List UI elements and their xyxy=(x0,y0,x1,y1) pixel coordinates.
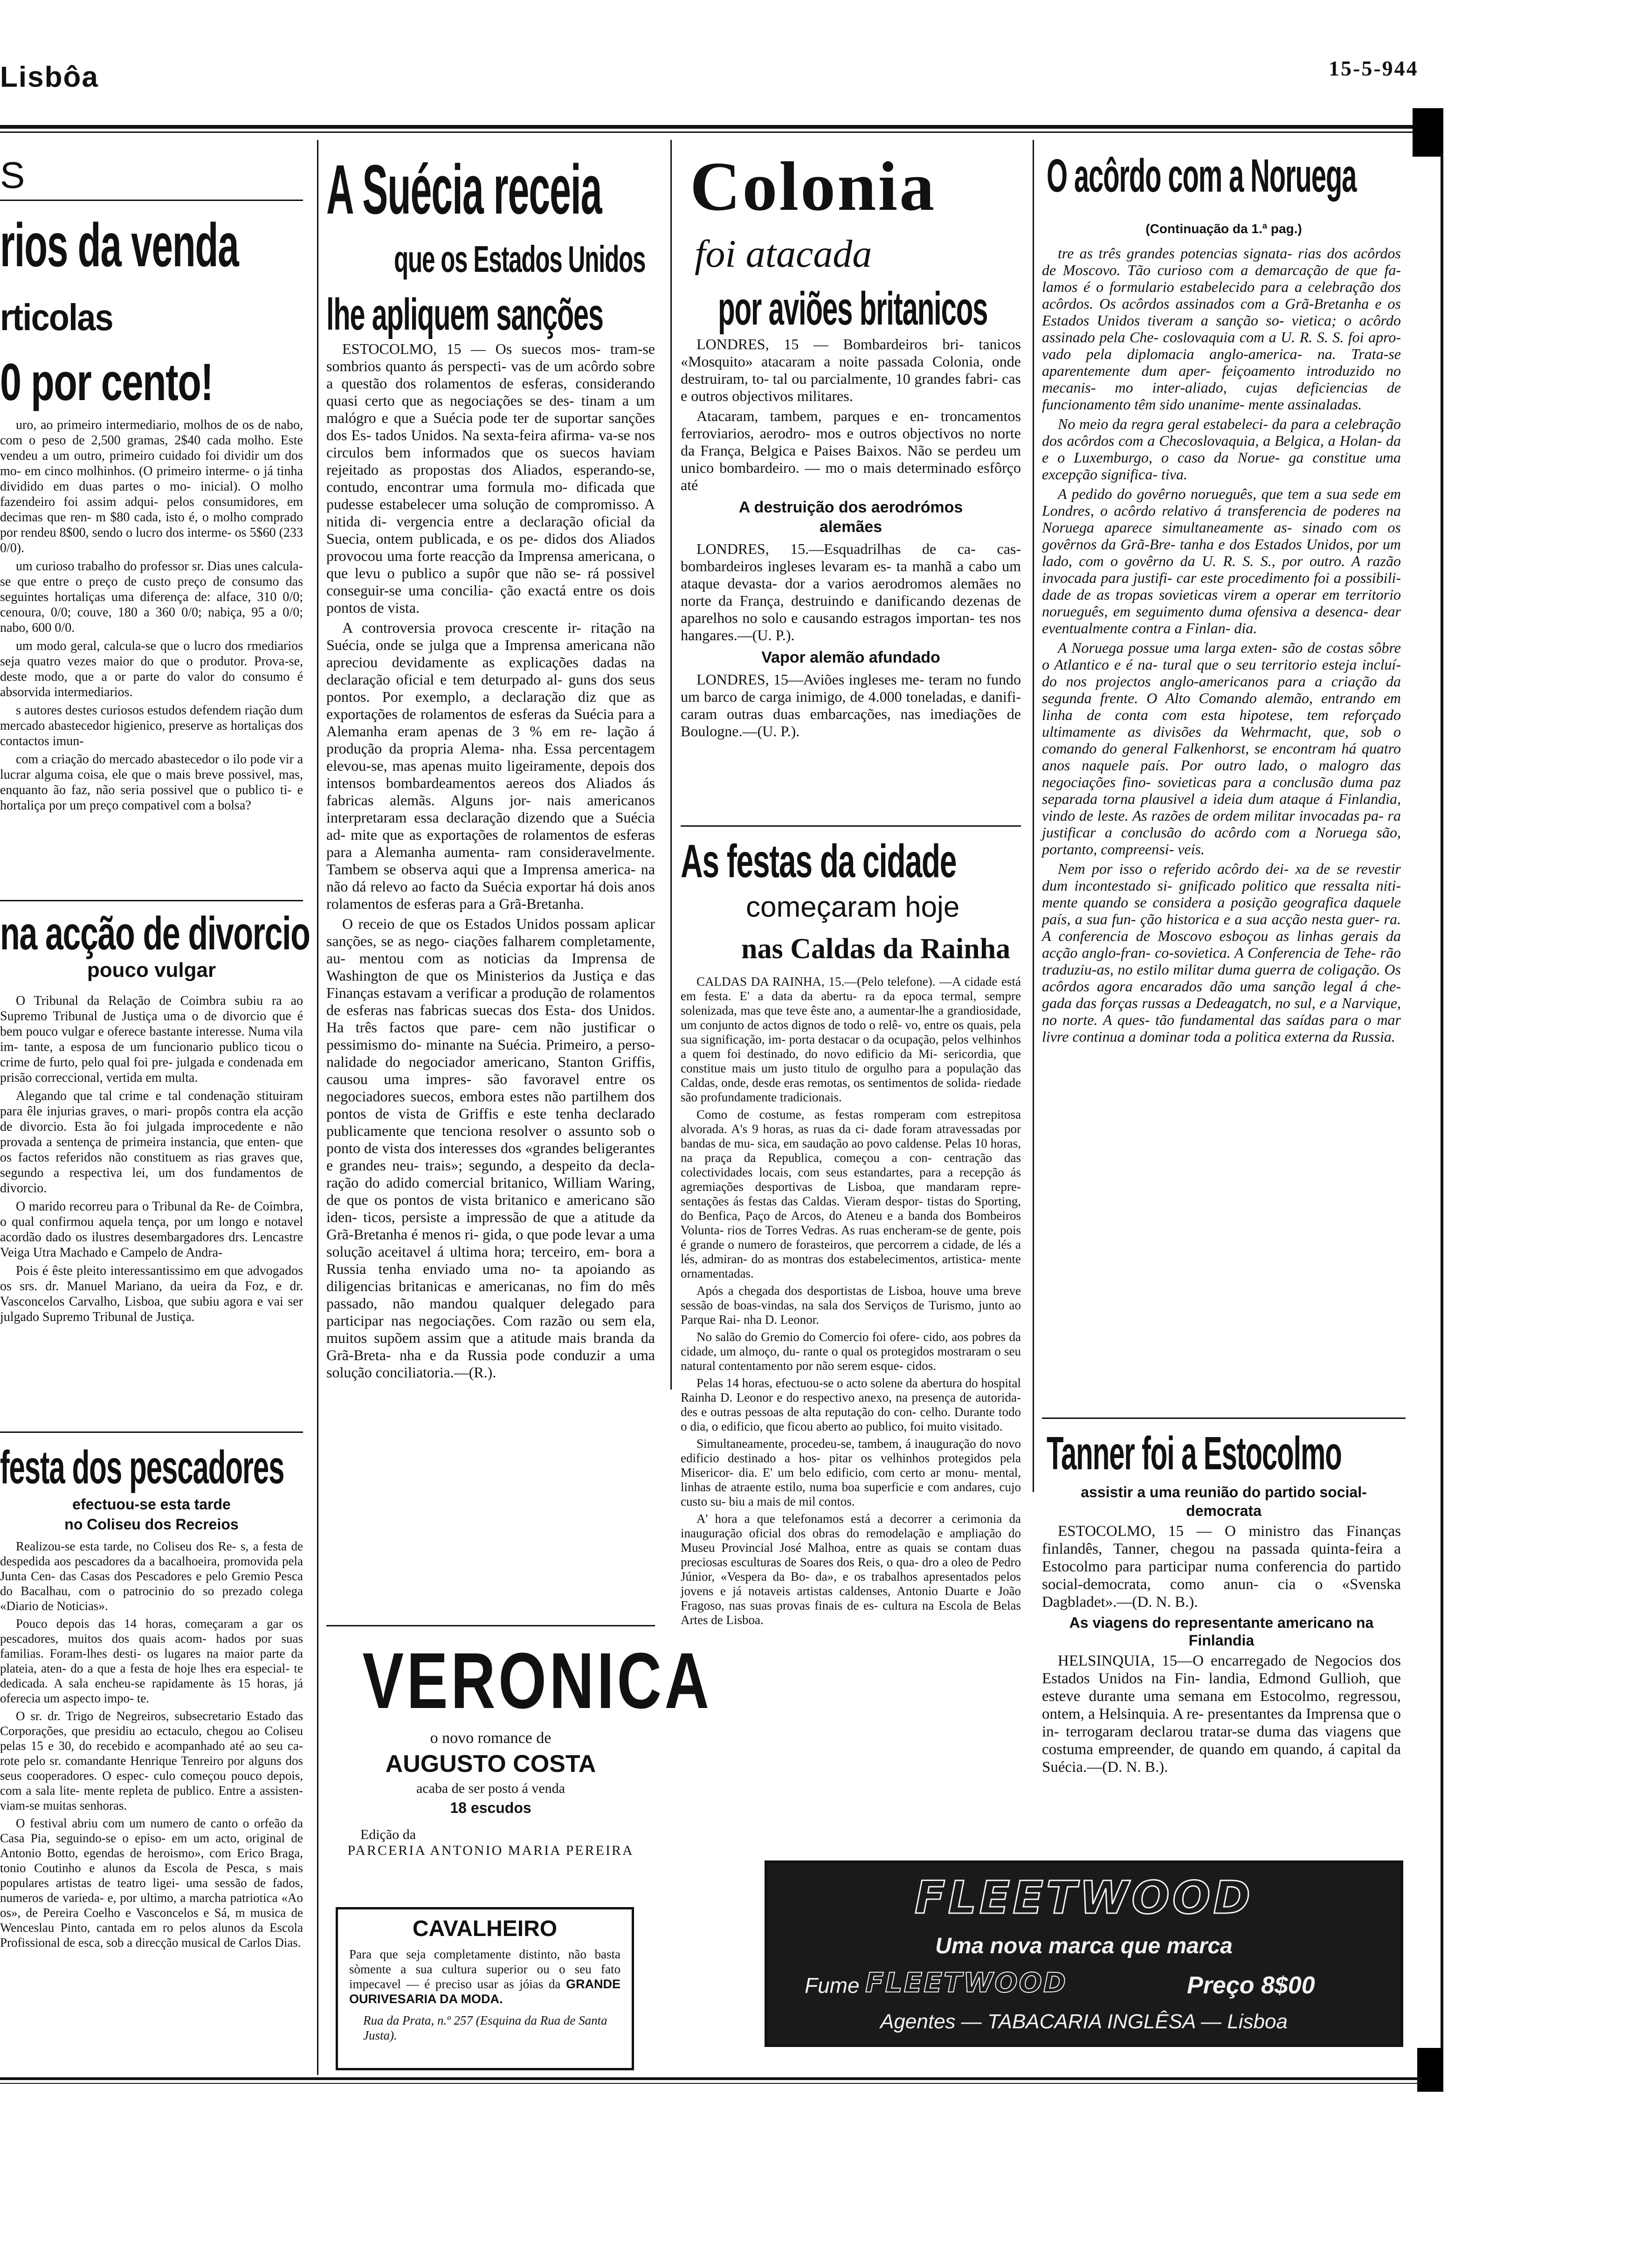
tanner-headline: Tanner foi a Estocolmo xyxy=(1047,1427,1342,1480)
column-rule-1 xyxy=(317,140,318,2075)
noruega-paragraph: No meio da regra geral estabeleci- da para a celebração dos acôrdos com a Checoslovaquia, a Belgica, a Holan- da e o Luxemburgo, o caso da Norue- ga constitue uma excepção significa- tiva. xyxy=(1042,415,1401,483)
festa-paragraph: Pouco depois das 14 horas, começaram a gar os pescadores, muitos dos quais acom- hados por suas familias. Foram-lhes desti- os lugares na maior parte da plateia, aten- do a que a festa de hoje lhes era especial- te dedicada. A sala encheu-se rapidamente às 15 horas, já oferecia um aspecto impo- te. xyxy=(0,1617,303,1705)
festa-headline: festa dos pescadores xyxy=(0,1441,284,1494)
tanner-subheadline: assistir a uma reunião do partido social-democrata xyxy=(1081,1484,1367,1519)
colonia-subheadline-1: A destruição dos aerodrómos alemães xyxy=(738,498,963,536)
noruega-article-body xyxy=(1042,245,1401,1048)
festas-paragraph: No salão do Gremio do Comercio foi ofere- cido, aos pobres da cidade, um almoço, du- rante o qual os protegidos mostraram o seu natural contentamento por não serem esque- cidos. xyxy=(681,1330,1021,1373)
festa-paragraph: O sr. dr. Trigo de Negreiros, subsecretario Estado das Corporações, que presidiu ao ectaculo, chegou ao Coliseu pelas 15 e 30, do recebido e acompanhado até ao seu ca- rote pelo sr. comandante Henrique Tenreiro por alguns dos seus cooperadores. O espec- culo começou pouco depois, com a sala lite- mente repleta de publico. Entre a assisten- viam-se muitas senhoras. xyxy=(0,1709,303,1812)
colonia-headline-1: Colonia xyxy=(690,148,937,225)
cavalheiro-ad xyxy=(336,1907,634,2070)
col1-paragraph: um curioso trabalho do professor sr. Dias unes calcula-se que entre o preço de custo preço de consumo das seguintes hortaliças uma diferença de: alface, 310 0/0; cenoura, 0/0; couve, 180 a 360 0/0; nabiça, 95 a 0/0; nabo, 600 0/0. xyxy=(0,559,303,635)
divorce-subheadline: pouco vulgar xyxy=(87,959,216,982)
fleetwood-logo: FLEETWOOD xyxy=(914,1872,1254,1924)
col1-kicker: S xyxy=(0,154,24,196)
cavalheiro-title: CAVALHEIRO xyxy=(412,1916,558,1941)
divorce-headline: na acção de divorcio xyxy=(0,907,310,960)
cavalheiro-text-bold: GRANDE OURIVESARIA DA MODA. xyxy=(349,1977,621,2006)
noruega-headline: O acôrdo com a Noruega xyxy=(1047,150,1357,202)
festas-paragraph: CALDAS DA RAINHA, 15.—(Pelo telefone). —A cidade está em festa. E' a data da abertu- ra da epoca termal, sempre solenizada, mas que teve êste ano, a aumentar-lhe a grandiosidade, um conjunto de actos dignos de todo o relê- vo, entre os quais, pela sua significação, im- porta destacar o da ocupação, pelos velhinhos a quem foi destinado, do novo edificio da Mi- sericordia, que constitue mais um justo titulo de orgulho para a população das Caldas, onde, desde eras remotas, os sentimentos de solida- riedade são profundamente tradicionais. xyxy=(681,975,1021,1104)
divorce-paragraph: O marido recorreu para o Tribunal da Re- de Coimbra, o qual confirmou aquela tença, por um longo e notavel acordão dado os ilustres desembargadores drs. Lencastre Veiga Utra Machado e Campelo de Andra- xyxy=(0,1199,303,1260)
fleetwood-tagline: Uma nova marca que marca xyxy=(935,1934,1233,1958)
suecia-paragraph: ESTOCOLMO, 15 — Os suecos mos- tram-se sombrios quanto ás perspecti- vas de um acôrdo sobre a questão dos rolamentos de esferas, considerando quasi certo que as negociações se des- tinam a um malógro e que a Suécia pode ter de suportar sanções dos Es- tados Unidos. Na sexta-feira afirma- va-se nos circulos bem informados que os suecos haviam rejeitado as propostas dos Aliados, esperando-se, contudo, encontrar uma formula mo- dificada que pudesse estabelecer uma solução de compromisso. A nitida di- vergencia entre a declaração oficial da Suecia, ontem publicada, e os pe- didos dos Aliados provocou uma forte reacção da Imprensa americana, o que levu o publico a supôr que não se- rá possivel conseguir-se uma concilia- ção exactá entre os dois pontos de vista. xyxy=(326,340,655,616)
festa-article-body xyxy=(0,1539,303,1953)
page-edge-line xyxy=(1441,154,1443,2049)
footer-rule xyxy=(0,2077,1422,2080)
colonia-headline-2: foi atacada xyxy=(695,232,872,276)
cavalheiro-text xyxy=(349,1947,621,2006)
colonia-headline-3: por aviões britanicos xyxy=(718,283,988,335)
divorce-article-body xyxy=(0,993,303,1328)
col4-divider xyxy=(1042,1418,1406,1419)
colonia-paragraph: LONDRES, 15.—Esquadrilhas de ca- cas-bombardeiros ingleses levaram es- ta manhã a cabo um ataque devasta- dor a varios aerodromos alemães no norte da França, destruindo e danificando dezenas de aparelhos no solo e causando estragos importan- tes nos hangares.—(U. P.). xyxy=(681,540,1021,643)
col1-divider-2 xyxy=(0,1431,303,1433)
colonia-paragraph: Atacaram, tambem, parques e en- troncamentos ferroviarios, aerodro- mos e outros objectivos no norte da França, Belgica e Paises Baixos. Não se perdeu um unico bombardeiro. — mo o mais determinado esfôrço até xyxy=(681,408,1021,493)
festas-paragraph: Simultaneamente, procedeu-se, tambem, á inauguração do novo edificio destinado a hos- pitar os velhinhos protegidos pela Misericor- dia. E' um belo edificio, com certo ar monu- mental, linhas de atraente estilo, numa boa superficie e com andares, cujo custo su- biu a mais de mil contos. xyxy=(681,1437,1021,1508)
colonia-subheadline-2: Vapor alemão afundado xyxy=(761,649,940,666)
column-1 xyxy=(0,140,310,2075)
fleetwood-fume: Fume xyxy=(805,1973,860,1998)
festas-paragraph: A' hora a que telefonamos está a decorrer a cerimonia da inauguração oficial dos obras do remodelação e ampliação do Museu Provincial José Malhoa, entre as quais se contam duas preciosas esculturas de Soares dos Reis, o qua- dro a oleo de Pedro Júnior, «Vespera da Bo- da», e os trabalhos apresentados pelos jovens e já notaveis artistas caldenses, Antonio Duarte e João Fragoso, nas suas provas finais de es- cultura na Escola de Belas Artes de Lisboa. xyxy=(681,1512,1021,1627)
masthead-rule-thin xyxy=(0,131,1422,133)
tanner-article-body xyxy=(1042,1522,1401,1779)
suecia-headline-2: que os Estados Unidos xyxy=(394,238,646,280)
col1-divider-1 xyxy=(0,900,303,901)
colonia-article-body xyxy=(681,336,1021,743)
col1-paragraph: uro, ao primeiro intermediario, molhos de os de nabo, com o peso de 2,500 gramas, 2$40 cada molho. Este vendeu a um outro, primeiro cuidado foi dividir um dos mo- em cinco molhinhos. (O primeiro interme- o já tinha dividido em duas partes o mo- inicial). O molho fazendeiro foi assim adqui- pelos consumidores, em decimas que ren- m $80 cada, isto é, o molho comprado por rendeu 8$00, sendo o lucro dos interme- os 5$60 (233 0/0). xyxy=(0,418,303,555)
viagens-paragraph: HELSINQUIA, 15—O encarregado de Negocios dos Estados Unidos na Fin- landia, Edmond Gullioh, que esteve durante uma semana em Estocolmo, regressou, ontem, a Helsinquia. A re- presentantes da Imprensa que o in- terrogaram declarou tratar-se duma das viagens que costuma empreender, de quando em quando, á capital da Suécia.—(D. N. B.). xyxy=(1042,1653,1401,1776)
noruega-paragraph: tre as três grandes potencias signata- rias dos acôrdos de Moscovo. Tão curioso com a demarcação de que fa- lamos é o formulario estabelecido para a celebração dos acôrdos. Os acôrdos assinados com a Grã-Bretanha e os Estados Unidos tiveram a sanção so- vietica; o acôrdo assinado pela Che- coslovaquia com a U. R. S. S. foi apro- vado pela diplomacia anglo-america- na. Trata-se aparentemente dum aper- feiçoamento introduzido no mecanis- mo inter-aliado, cujas deficiencias de funcionamento têm sido unanime- mente assinaladas. xyxy=(1042,245,1401,413)
festas-paragraph: Pelas 14 horas, efectuou-se o acto solene da abertura do hospital Rainha D. Leonor e do respectivo anexo, na presença de autorida- des e outras pessoas de alta reputação do con- celho. Durante todo o dia, o edificio, que ficou aberto ao publico, foi muito visitado. xyxy=(681,1376,1021,1433)
festas-headline: As festas da cidade xyxy=(681,835,957,887)
festa-paragraph: Realizou-se esta tarde, no Coliseu dos Re- s, a festa de despedida aos pescadores da a bacalhoeira, promovida pela Junta Cen- das Casas dos Pescadores e pelo Gremio Pesca do Bacalhau, com o patrocinio do so prezado colega «Diario de Noticias». xyxy=(0,1539,303,1613)
noruega-paragraph: A pedido do govêrno norueguês, que tem a sua sede em Londres, o acôrdo relativo á transferencia de poderes na Noruega aparece simultaneamente as- sinado com os govêrnos da Grã-Bre- tanha e dos Estados Unidos, por um lado, com o govêrno da U. R. S. S., por outro. A razão invocada para justifi- car este procedimento foi a possibili- dade de as tropas sovieticas virem a operar em territorio norueguês, em seguimento duma ofensiva a desenca- dear eventualmente contra a Finlan- dia. xyxy=(1042,485,1401,636)
masthead-rule-top xyxy=(0,125,1422,129)
suecia-paragraph: A controversia provoca crescente ir- ritação na Suécia, onde se julga que a Imprensa americana não apreciou devidamente as explicações dadas na declaração oficial e tem deturpado al- guns dos seus pontos. Por exemplo, a declaração diz que as exportações de rolamentos de esferas da Suécia para a Alemanha eram apenas de 3 % em re- lação á produção da propria Alema- nha. Essa percentagem elevou-se, mas apenas muito ligeiramente, depois dos intensos bombardeamentos aereos dos Aliados ás fabricas alemãs. Alguns jor- nais americanos interpretaram essa declaração dizendo que a Suécia ad- mite que as exportações de rolamentos de esferas para a Alemanha aumenta- ram consideravelmente. Tambem se observa aqui que a Imprensa america- na não dá relevo ao facto da Suécia exportar há dois anos rolamentos de esferas para a Grã-Bretanha. xyxy=(326,619,655,912)
cavalheiro-address: Rua da Prata, n.º 257 (Esquina da Rua de Santa Justa). xyxy=(363,2013,607,2042)
festas-article-body xyxy=(681,975,1021,1630)
col1-article-body xyxy=(0,417,303,816)
veronica-line2: acaba de ser posto á venda xyxy=(416,1781,565,1796)
colonia-paragraph: LONDRES, 15 — Bombardeiros bri- tanicos «Mosquito» atacaram a noite passada Colonia, onde destruiram, to- tal ou parcialmente, 10 grandes fabri- cas e outros objectivos militares. xyxy=(681,336,1021,404)
column-rule-2 xyxy=(670,140,672,1390)
col1-headline-3: 0 por cento! xyxy=(0,353,213,411)
divorce-paragraph: Pois é êste pleito interessantissimo em que advogados os srs. dr. Manuel Mariano, da ueira da Foz, e dr. Vasconcelos Carvalho, Lisboa, que subiu agora e vai ser julgado Supremo Tribunal de Justiça. xyxy=(0,1264,303,1324)
cavalheiro-text-body: Para que seja completamente distinto, não basta sòmente a sua cultura superior ou o seu fato impecavel — é preciso usar as jóias da xyxy=(349,1947,621,1991)
tanner-paragraph: ESTOCOLMO, 15 — O ministro das Finanças finlandês, Tanner, chegou na passada quinta-feira a Estocolmo para participar numa conferencia do partido social-democrata, como anun- cia o «Svenska Dagbladet».—(D. N. B.). xyxy=(1042,1523,1401,1611)
noruega-continuation: (Continuação da 1.ª pag.) xyxy=(1145,221,1302,236)
divorce-paragraph: Alegando que tal crime e tal condenação stituiram para êle injurias graves, o mari- propôs contra ela acção de divorcio. Esta ão foi julgada improcedente e não provada a sentença de primeira instancia, que enten- que os factos referidos não constituem as rias graves que, segundo a respectiva lei, um dos fundamentos de divorcio. xyxy=(0,1089,303,1196)
viagens-subheadline: As viagens do representante americano na Finlandia xyxy=(1069,1614,1374,1649)
col1-kicker-rule xyxy=(0,200,303,201)
masthead-title: Lisbôa xyxy=(0,61,99,93)
col1-paragraph: um modo geral, calcula-se que o lucro dos rmediarios seja quatro vezes maior do que o produtor. Prova-se, deste modo, que a or parte do valor do consumo é absorvida intermediarios. xyxy=(0,639,303,699)
festas-subheadline-2: nas Caldas da Rainha xyxy=(741,933,1011,965)
festa-subheadline-1: efectuou-se esta tarde xyxy=(72,1496,231,1513)
suecia-article-body xyxy=(326,340,655,1384)
col1-paragraph: s autores destes curiosos estudos defendem riação dum mercado abastecedor higienico, preserve as hortaliças dos contactos imun- xyxy=(0,703,303,748)
fleetwood-brand: FLEETWOOD xyxy=(865,1967,1068,1998)
festa-subheadline-2: no Coliseu dos Recreios xyxy=(64,1516,239,1533)
festas-paragraph: Como de costume, as festas romperam com estrepitosa alvorada. A's 9 horas, as ruas da ci- dade foram atravessadas por bandas de mu- sica, em saudação ao povo caldense. Pelas 10 horas, na praça da Republica, começou a con- centração das colectividades locais, com seus estandartes, para a recepção ás agremiações desportivas de Lisboa, que mandaram repre- sentações ás festas das Caldas. Vieram despor- tistas do Sporting, do Benfica, Paço de Arcos, do Ateneu e a banda dos Bombeiros Volunta- rios de Torres Vedras. As ruas encheram-se de gente, pois é grande o numero de forasteiros, que percorrem a cidade, de lés a lés, admiran- do as montras dos estabelecimentos, artistica- mente ornamentadas. xyxy=(681,1107,1021,1280)
festas-paragraph: Após a chegada dos desportistas de Lisboa, houve uma breve sessão de boas-vindas, na sala dos Serviços de Turismo, junto ao Parque Rai- nha D. Leonor. xyxy=(681,1284,1021,1327)
col1-headline-2: rticolas xyxy=(0,297,113,338)
veronica-line1: o novo romance de xyxy=(430,1729,552,1747)
festas-subheadline-1: começaram hoje xyxy=(746,891,960,923)
col3-divider xyxy=(681,825,1021,827)
footer-rule-thin xyxy=(0,2083,1422,2084)
col1-headline-1: rios da venda xyxy=(0,211,239,279)
column-rule-3 xyxy=(1033,140,1034,1492)
veronica-publisher: PARCERIA ANTONIO MARIA PEREIRA xyxy=(347,1843,634,1858)
noruega-paragraph: A Noruega possue uma larga exten- são de costas sôbre o Atlantico e é na- tural que o seu territorio esteja incluí- do nos projectos anglo-americanos para a criação da segunda frente. O Alto Comando alemão, entrando em linha de conta com esta hipotese, tem reforçado ultimamente as divisões da Wehrmacht, que, sob o comando do general Falkenhorst, se encontram há quatro anos naquele país. Por outro lado, o malogro das negociações fino- sovieticas para a conclusão duma paz separada torna plausivel a ideia dum ataque á Finlandia, vindo de leste. As razões de ordem militar invocadas pa- ra justificar a conclusão do acôrdo com a Noruega são, portanto, compreensi- veis. xyxy=(1042,639,1401,857)
col1-paragraph: com a criação do mercado abastecedor o ilo pode vir a lucrar alguma coisa, ele que o mais breve possivel, mas, enquanto ão faz, não seria possivel que o publico ti- e hortaliça por um preço compativel com a bolsa? xyxy=(0,752,303,813)
col2-divider xyxy=(326,1625,655,1626)
suecia-headline-3: lhe apliquem sanções xyxy=(326,290,603,339)
fleetwood-agents: Agentes — TABACARIA INGLÊSA — Lisboa xyxy=(880,2010,1288,2033)
masthead-date: 15-5-944 xyxy=(1329,56,1419,80)
suecia-paragraph: O receio de que os Estados Unidos possam aplicar sanções, se as nego- ciações falharem completamente, au- mentou com as noticias da Imprensa de Washington de que os Ministerios da Justiça e das Finanças estavam a verificar a produção de rolamentos de esferas nas fabricas suecas dos Esta- dos Unidos. Ha três factos que pare- cem não justificar o pessimismo do- minante na Suécia. Primeiro, a perso- nalidade do negociador americano, Stanton Griffis, causou uma impres- são favoravel entre os negociadores suecos, embora estes não partilhem dos pontos de vista de Griffis e este tenha declarado publicamente que tenciona resolver o assunto sob o ponto de vista dos interesses dos «grandes beligerantes e grandes neu- trais»; segundo, a despeito da decla- ração do adido comercial britanico, William Waring, de que os pontos de vista britanico e americano são iden- ticos, persiste a impressão de que a atitude da Grã-Bretanha é menos ri- gida, o que pode levar a uma solução aceitavel á ultima hora; terceiro, em- bora a Russia tenha enviado uma no- ta apoiando as diligencias britanicas e americanas, no fim do mês passado, não mandou qualquer delegado para participar nas negociações. Com razão ou sem ela, muitos supõem assim que a atitude mais branda da Grã-Breta- nha e da Russia pode conduzir a uma solução conciliatoria.—(R.). xyxy=(326,915,655,1381)
page-edge-mark-bottom xyxy=(1417,2048,1443,2092)
fleetwood-ad xyxy=(765,1860,1403,2047)
colonia-paragraph: LONDRES, 15—Aviões ingleses me- teram no fundo um barco de carga inimigo, de 4.000 toneladas, e danifi- caram outras duas embarcações, nas imediações de Boulogne.—(U. P.). xyxy=(681,671,1021,740)
column-4 xyxy=(1042,140,1410,1776)
veronica-author: AUGUSTO COSTA xyxy=(385,1750,596,1777)
veronica-price: 18 escudos xyxy=(450,1799,531,1816)
suecia-headline-1: A Suécia receia xyxy=(326,150,602,228)
page-edge-mark-top xyxy=(1413,108,1443,157)
divorce-paragraph: O Tribunal da Relação de Coimbra subiu ra ao Supremo Tribunal de Justiça uma o de divorcio que é bem pouco vulgar e oferece bastante interesse. Numa vila im- tante, a esposa de um funcionario publico ticou o crime de furto, pelo qual foi pre- julgada e condenada em prisão correccional, vertida em multa. xyxy=(0,994,303,1085)
column-2 xyxy=(326,140,712,2075)
festa-paragraph: O festival abriu com um numero de canto o orfeão da Casa Pia, seguindo-se o episo- em um acto, original de Antonio Botto, egendas de heroismo», com Erico Braga, tonio Coutinho e alunos da Escola de Pesca, s mais populares artistas de teatro ligei- uma sessão de fados, numeros de varieda- e, por ultimo, a marcha patriotica «Ao os», de Pereira Coelho e Vasconcelos e Sá, m musica de Wenceslau Pinto, cantada em ro pelos alunos da Escola Profissional de esca, sob a direcção musical de Carlos Dias. xyxy=(0,1816,303,1950)
veronica-title: VERONICA xyxy=(362,1637,712,1725)
fleetwood-price: Preço 8$00 xyxy=(1187,1972,1315,1999)
noruega-paragraph: Nem por isso o referido acôrdo dei- xa de se revestir dum incontestado si- gnificado politico que ressalta niti- mente quando se considera a posição geografica daquele país, a sua fun- ção historica e a sua acção nesta guer- ra. A conferencia de Moscovo esboçou as linhas gerais da acção anglo-fran- co-sovietica. A Conferencia de Tehe- rão traduziu-as, no estilo militar duma guerra de coligação. Os acôrdos agora encarados dão uma sanção legal á che- gada das forças russas a Dedeagatch, no sul, e a Narvique, no norte. A ques- tão fundamental das saídas para o mar livre continua a dominar toda a politica externa da Russia. xyxy=(1042,860,1401,1045)
column-3 xyxy=(681,140,1028,1958)
veronica-line3: Edição da xyxy=(360,1827,416,1842)
